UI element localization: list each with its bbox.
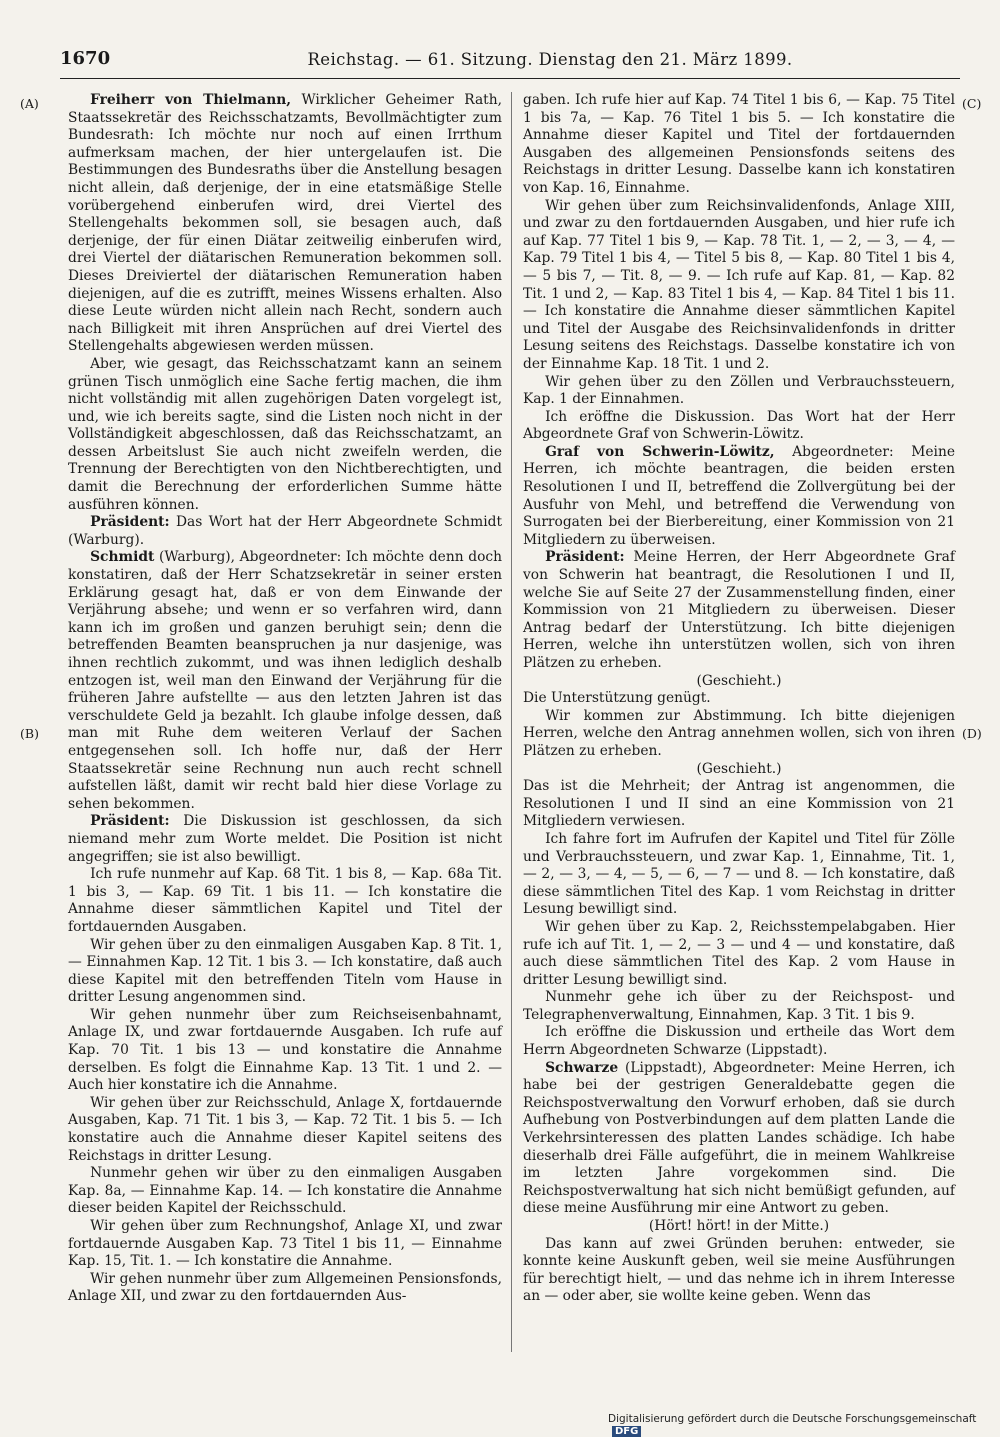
paragraph-text: (Geschieht.) bbox=[696, 672, 782, 689]
left-column-paragraph bbox=[68, 92, 502, 356]
left-column bbox=[68, 92, 502, 1352]
right-column-paragraph bbox=[523, 1236, 955, 1306]
column-divider bbox=[511, 92, 512, 1352]
paragraph-text: Die Diskussion ist geschlossen, da sich niemand mehr zum Worte meldet. Die Position ist nicht angegriffen; sie ist also bewilligt. bbox=[68, 813, 502, 865]
paragraph-text: Die Unterstützung genügt. bbox=[523, 690, 711, 707]
paragraph-text: (Warburg), Abgeordneter: Ich möchte denn doch konstatiren, daß der Herr Schatzsekretär in seiner ersten Erklärung gesagt hat, daß er von dem Einwande der Verjährung absehe; und wenn er so verfahren wird, dann kann ich im großen und ganzen beruhigt sein; denn die betreffenden Beamten beanspruchen ja nur dasjenige, was ihnen rechtlich zukommt, und was ihnen lediglich deshalb entzogen ist, weil man den Einwand der Verjährung für die früheren Jahre aufstellte — aus den letzten Jahren ist das verschuldete Geld ja bezahlt. Ich glaube infolge dessen, daß man mit Ruhe dem weiteren Verlauf der Sachen entgegensehen soll. Ich hoffe nur, daß der Herr Staatssekretär seine Rechnung nun auch recht schnell aufstellen läßt, damit wir recht bald hier diese Vorlage zu sehen bekommen. bbox=[68, 549, 502, 812]
margin-mark-a: (A) bbox=[20, 96, 39, 111]
page-header bbox=[60, 44, 960, 74]
speaker-name: Graf von Schwerin-Löwitz, bbox=[545, 443, 775, 460]
right-column-paragraph bbox=[523, 444, 955, 550]
right-column bbox=[523, 92, 955, 1352]
paragraph-text: Abgeordneter: Meine Herren, ich möchte beantragen, die beiden ersten Resolutionen I und II, betreffend die Zollvergütung bei der Ausfuhr von Mehl, und betreffend die Verwendung von Surrogaten bei der Bierbereitung, einer Kommission von 21 Mitgliedern zu überweisen. bbox=[523, 443, 955, 548]
right-column-paragraph bbox=[523, 919, 955, 989]
paragraph-text: Ich eröffne die Diskussion und ertheile das Wort dem Herrn Abgeordneten Schwarze (Lippstadt). bbox=[523, 1024, 955, 1059]
running-head: Reichstag. — 61. Sitzung. Dienstag den 21. März 1899. bbox=[307, 50, 793, 69]
footer-credit: Digitalisierung gefördert durch die Deutsche Forschungsgemeinschaft bbox=[608, 1413, 977, 1425]
right-column-paragraph bbox=[523, 708, 955, 761]
right-column-paragraph bbox=[523, 778, 955, 831]
paragraph-text: Wir gehen über zum Rechnungshof, Anlage XI, und zwar fortdauernde Ausgaben Kap. 73 Titel 1 bis 11, — Einnahme Kap. 15, Tit. 1. — Ich konstatire die Annahme. bbox=[68, 1218, 502, 1270]
left-column-paragraph bbox=[68, 514, 502, 549]
left-column-paragraph bbox=[68, 356, 502, 514]
paragraph-text: Das Wort hat der Herr Abgeordnete Schmidt (Warburg). bbox=[68, 514, 502, 548]
right-column-paragraph bbox=[523, 690, 955, 708]
paragraph-text: (Hört! hört! in der Mitte.) bbox=[648, 1218, 830, 1234]
speaker-name: Präsident: bbox=[545, 549, 625, 566]
right-column-paragraph bbox=[523, 549, 955, 672]
margin-mark-d: (D) bbox=[962, 726, 982, 741]
left-column-paragraph bbox=[68, 1165, 502, 1218]
right-column-paragraph bbox=[523, 673, 955, 691]
paragraph-text: Nunmehr gehe ich über zu der Reichspost- und Telegraphenverwaltung, Einnahmen, Kap. 3 Tit. 1 bis 9. bbox=[523, 989, 955, 1023]
paragraph-text: Wirklicher Geheimer Rath, Staatssekretär des Reichsschatzamts, Bevollmächtigter zum Bundesrath: Ich möchte nur noch auf einen Irrthum aufmerksam machen, der hier untergelaufen ist. Die Bestimmungen des Bundesraths über die Anstellung besagen nicht allein, daß derjenige, der in eine etatsmäßige Stelle vorübergehend einberufen wird, drei Viertel des Stellengehalts bekommen soll, sie besagen auch, daß derjenige, der für einen Diätar zeitweilig einberufen wird, drei Viertel der diätarischen Remuneration bekommen soll. Dieses Dreiviertel der diätarischen Remuneration haben diejenigen, auf die es zutrifft, meines Wissens erhalten. Also diese Leute würden nicht allein nach Recht, sondern auch nach Billigkeit mit ihren Ansprüchen auf drei Viertel des Stellengehalts abgewiesen werden müssen. bbox=[68, 92, 502, 355]
paragraph-text: (Geschieht.) bbox=[696, 760, 782, 777]
paragraph-text: Wir gehen über zu den einmaligen Ausgaben Kap. 8 Tit. 1, — Einnahmen Kap. 12 Tit. 1 bis 3. — Ich konstatire, daß auch diese Kapitel mit den betreffenden Titeln vom Hause in dritter Lesung angenommen sind. bbox=[68, 936, 502, 1006]
right-column-paragraph bbox=[523, 374, 955, 409]
right-column-paragraph bbox=[523, 989, 955, 1024]
speaker-name: Präsident: bbox=[90, 514, 170, 531]
paragraph-text: gaben. Ich rufe hier auf Kap. 74 Titel 1 bis 6, — Kap. 75 Titel 1 bis 7a, — Kap. 76 Titel 1 bis 5. — Ich konstatire die Annahme dieser Kapitel und Titel der fortdauernden Ausgaben des allgemeinen Pensionsfonds seitens des Reichstags in dritter Lesung. Dasselbe kann ich konstatiren von Kap. 16, Einnahme. bbox=[523, 92, 955, 196]
left-column-paragraph bbox=[68, 1007, 502, 1095]
right-column-paragraph bbox=[523, 1218, 955, 1236]
right-column-paragraph bbox=[523, 761, 955, 779]
footer bbox=[608, 1413, 1000, 1437]
paragraph-text: Aber, wie gesagt, das Reichsschatzamt kann an seinem grünen Tisch unmöglich eine Sache fertig machen, die ihm nicht vollständig mit allen zugehörigen Daten vorgelegt ist, und, wie ich bereits sagte, sind die Listen noch nicht in der Vollständigkeit abgeschlossen, daß das Reichsschatzamt, an dessen Arbeitslust Sie auch nicht zweifeln werden, die Trennung der Berechtigten von den Nichtberechtigten, und damit die Berechnung der erforderlichen Summe hätte ausführen können. bbox=[68, 355, 502, 513]
paragraph-text: Wir gehen nunmehr über zum Allgemeinen Pensionsfonds, Anlage XII, und zwar zu den fortdauernden Aus- bbox=[68, 1270, 502, 1305]
right-column-paragraph bbox=[523, 831, 955, 919]
speaker-name: Schmidt bbox=[90, 549, 155, 566]
paragraph-text: Wir gehen über zur Reichsschuld, Anlage X, fortdauernde Ausgaben, Kap. 71 Tit. 1 bis 3, — Kap. 72 Tit. 1 bis 5. — Ich konstatire auch die Annahme dieser Kapitel seitens des Reichstags in dritter Lesung. bbox=[68, 1094, 502, 1164]
right-column-paragraph bbox=[523, 409, 955, 444]
paragraph-text: (Lippstadt), Abgeordneter: Meine Herren, ich habe bei der gestrigen Generaldebatte gegen die Reichspostverwaltung den Vorwurf erhoben, daß sie durch Aufhebung von Postverbindungen auf dem platten Lande die Verkehrsinteressen des platten Landes schädige. Ich habe dieserhalb drei Fälle aufgeführt, die in meinem Wahlkreise im letzten Jahre vorgekommen sind. Die Reichspostverwaltung hat sich nicht bemüßigt gefunden, auf diese meine Ausführung mir eine Antwort zu geben. bbox=[523, 1059, 955, 1217]
paragraph-text: Wir gehen über zu Kap. 2, Reichsstempelabgaben. Hier rufe ich auf Tit. 1, — 2, — 3 — und 4 — und konstatire, daß auch diese sämmtlichen Titel des Kap. 2 vom Hause in dritter Lesung bewilligt sind. bbox=[523, 918, 955, 988]
paragraph-text: Ich eröffne die Diskussion. Das Wort hat der Herr Abgeordnete Graf von Schwerin-Löwitz. bbox=[523, 408, 955, 443]
left-column-paragraph bbox=[68, 549, 502, 813]
margin-mark-b: (B) bbox=[20, 726, 39, 741]
right-column-paragraph bbox=[523, 92, 955, 198]
speaker-name: Schwarze bbox=[545, 1059, 619, 1076]
paragraph-text: Ich rufe nunmehr auf Kap. 68 Tit. 1 bis 8, — Kap. 68a Tit. 1 bis 3, — Kap. 69 Tit. 1 bis 11. — Ich konstatire die Annahme dieser sämmtlichen Kapitel und Titel der fortdauernden Ausgaben. bbox=[68, 866, 502, 935]
margin-mark-c: (C) bbox=[962, 96, 982, 111]
paragraph-text: Wir gehen nunmehr über zum Reichseisenbahnamt, Anlage IX, und zwar fortdauernde Ausgaben. Ich rufe auf Kap. 70 Tit. 1 bis 13 — und konstatire die Annahme derselben. Es folgt die Einnahme Kap. 13 Tit. 1 und 2. — Auch hier konstatire ich die Annahme. bbox=[68, 1006, 502, 1094]
speaker-name: Freiherr von Thielmann, bbox=[90, 92, 292, 108]
paragraph-text: Nunmehr gehen wir über zu den einmaligen Ausgaben Kap. 8a, — Einnahme Kap. 14. — Ich konstatire die Annahme dieser beiden Kapitel der Reichsschuld. bbox=[68, 1165, 502, 1217]
right-column-paragraph bbox=[523, 1024, 955, 1059]
left-column-paragraph bbox=[68, 1095, 502, 1165]
left-column-paragraph bbox=[68, 813, 502, 866]
speaker-name: Präsident: bbox=[90, 813, 170, 830]
left-column-paragraph bbox=[68, 866, 502, 936]
paragraph-text: Meine Herren, der Herr Abgeordnete Graf von Schwerin hat beantragt, die Resolutionen I und II, welche Sie auf Seite 27 der Zusammenstellung finden, einer Kommission von 21 Mitgliedern zu überweisen. Dieser Antrag bedarf der Unterstützung. Ich bitte diejenigen Herren, welche ihn unterstützen wollen, sich von ihren Plätzen zu erheben. bbox=[523, 549, 955, 671]
paragraph-text: Das ist die Mehrheit; der Antrag ist angenommen, die Resolutionen I und II sind an eine Kommission von 21 Mitgliedern verwiesen. bbox=[523, 778, 955, 830]
paragraph-text: Wir gehen über zum Reichsinvalidenfonds, Anlage XIII, und zwar zu den fortdauernden Ausgaben, und hier rufe ich auf Kap. 77 Titel 1 bis 9, — Kap. 78 Tit. 1, — 2, — 3, — 4, — Kap. 79 Titel 1 bis 4, — Titel 5 bis 8, — Kap. 80 Titel 1 bis 4, — 5 bis 7, — Tit. 8, — 9. — Ich rufe auf Kap. 81, — Kap. 82 Tit. 1 und 2, — Kap. 83 Titel 1 bis 4, — Kap. 84 Titel 1 bis 11. — Ich konstatire die Annahme dieser sämmtlichen Kapitel und Titel der Ausgabe des Reichsinvalidenfonds in dritter Lesung seitens des Reichstags. Dasselbe konstatire ich von der Einnahme Kap. 18 Tit. 1 und 2. bbox=[523, 197, 955, 372]
right-column-paragraph bbox=[523, 1060, 955, 1218]
dfg-logo: DFG bbox=[612, 1426, 641, 1437]
left-column-paragraph bbox=[68, 1271, 502, 1306]
right-column-paragraph bbox=[523, 198, 955, 374]
left-column-paragraph bbox=[68, 1218, 502, 1271]
paragraph-text: Das kann auf zwei Gründen beruhen: entweder, sie konnte keine Auskunft geben, weil sie meine Ausführungen für berechtigt hielt, — und das nehme ich in ihrem Interesse an — oder aber, sie wollte keine geben. Wenn das bbox=[523, 1235, 955, 1305]
paragraph-text: Wir kommen zur Abstimmung. Ich bitte diejenigen Herren, welche den Antrag annehmen wollen, sich von ihren Plätzen zu erheben. bbox=[523, 707, 955, 759]
paragraph-text: Wir gehen über zu den Zöllen und Verbrauchssteuern, Kap. 1 der Einnahmen. bbox=[523, 373, 955, 408]
header-rule bbox=[60, 78, 960, 79]
page-number: 1670 bbox=[60, 48, 111, 69]
left-column-paragraph bbox=[68, 937, 502, 1007]
paragraph-text: Ich fahre fort im Aufrufen der Kapitel und Titel für Zölle und Verbrauchssteuern, und zwar Kap. 1, Einnahme, Tit. 1, — 2, — 3, — 4, — 5, — 6, — 7 — und 8. — Ich konstatire, daß diese sämmtlichen Titel des Kap. 1 vom Reichstag in dritter Lesung bewilligt sind. bbox=[523, 830, 955, 918]
